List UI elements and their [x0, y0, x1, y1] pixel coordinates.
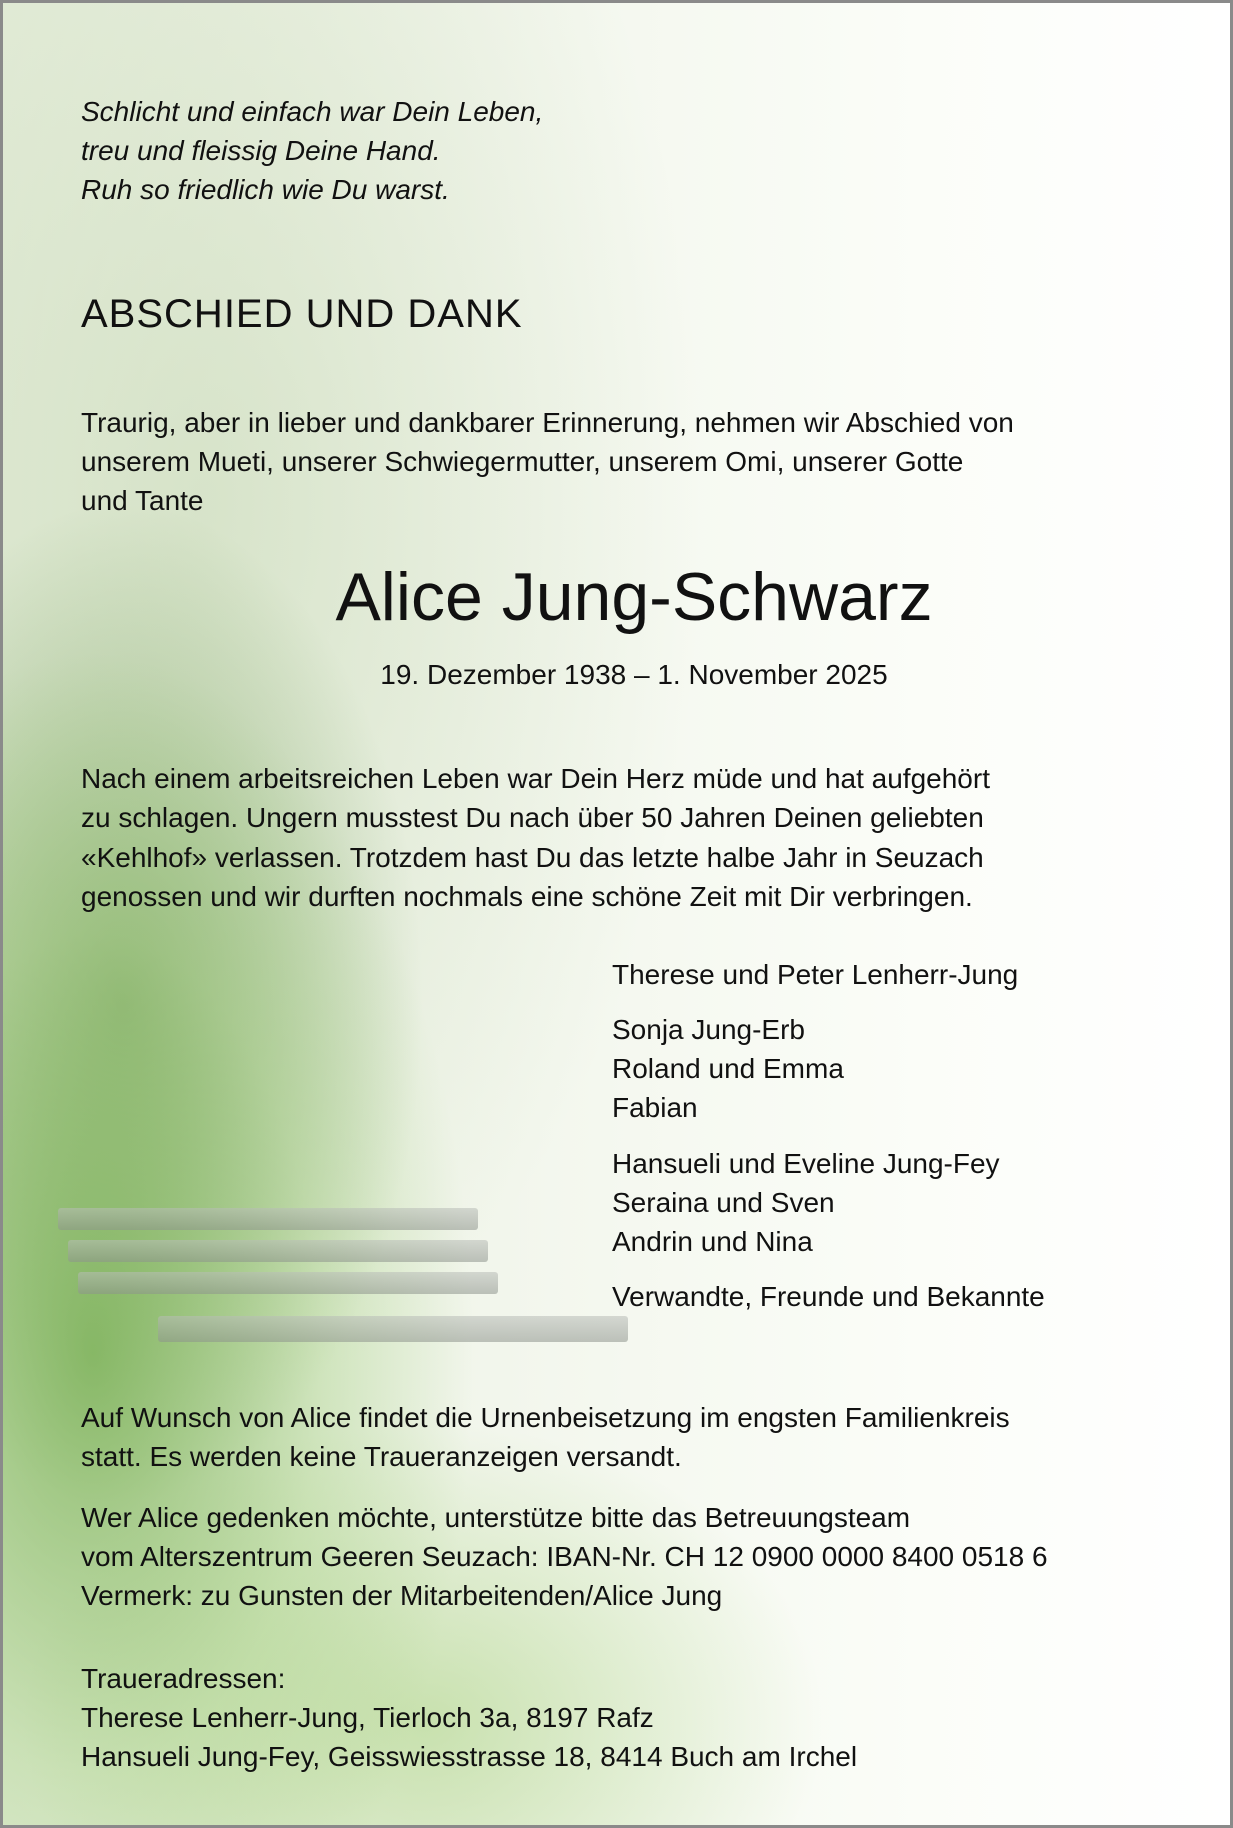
life-dates: 19. Dezember 1938 – 1. November 2025	[380, 659, 888, 690]
tribute-line: zu schlagen. Ungern musstest Du nach über 50 Jahren Deinen geliebten	[81, 802, 984, 833]
family-member: Seraina und Sven	[612, 1187, 835, 1218]
family-member: Therese und Peter Lenherr-Jung	[612, 959, 1019, 990]
intro-line: und Tante	[81, 485, 204, 516]
bench-image	[58, 1198, 638, 1348]
motto-line: Schlicht und einfach war Dein Leben,	[81, 96, 544, 127]
tribute-line: Nach einem arbeitsreichen Leben war Dein Herz müde und hat aufgehört	[81, 763, 990, 794]
intro-line: unserem Mueti, unserer Schwiegermutter, unserem Omi, unserer Gotte	[81, 446, 964, 477]
tribute-line: genossen und wir durften nochmals eine schöne Zeit mit Dir verbringen.	[81, 881, 973, 912]
address-line: Hansueli Jung-Fey, Geisswiesstrasse 18, 8414 Buch am Irchel	[81, 1741, 858, 1772]
family-member: Sonja Jung-Erb	[612, 1014, 806, 1045]
donation-line: vom Alterszentrum Geeren Seuzach: IBAN-Nr. CH 12 0900 0000 8400 0518 6	[81, 1541, 1048, 1572]
deceased-name: Alice Jung-Schwarz	[335, 559, 933, 635]
family-member: Fabian	[612, 1092, 698, 1123]
family-member: Hansueli und Eveline Jung-Fey	[612, 1148, 1000, 1179]
address-line: Therese Lenherr-Jung, Tierloch 3a, 8197 Rafz	[81, 1702, 654, 1733]
donation-line: Vermerk: zu Gunsten der Mitarbeitenden/Alice Jung	[81, 1580, 723, 1611]
intro-line: Traurig, aber in lieber und dankbarer Erinnerung, nehmen wir Abschied von	[81, 407, 1014, 438]
family-member: Roland und Emma	[612, 1053, 844, 1084]
motto-line: treu und fleissig Deine Hand.	[81, 135, 441, 166]
family-member: Verwandte, Freunde und Bekannte	[612, 1281, 1045, 1312]
notice-line: statt. Es werden keine Traueranzeigen versandt.	[81, 1441, 682, 1472]
donation-line: Wer Alice gedenken möchte, unterstütze bitte das Betreuungsteam	[81, 1502, 911, 1533]
family-member: Andrin und Nina	[612, 1226, 813, 1257]
notice-line: Auf Wunsch von Alice findet die Urnenbeisetzung im engsten Familienkreis	[81, 1402, 1010, 1433]
heading: ABSCHIED UND DANK	[81, 292, 523, 336]
tribute-line: «Kehlhof» verlassen. Trotzdem hast Du das letzte halbe Jahr in Seuzach	[81, 842, 984, 873]
motto-line: Ruh so friedlich wie Du warst.	[81, 174, 450, 205]
addresses-label: Traueradressen:	[81, 1663, 286, 1694]
